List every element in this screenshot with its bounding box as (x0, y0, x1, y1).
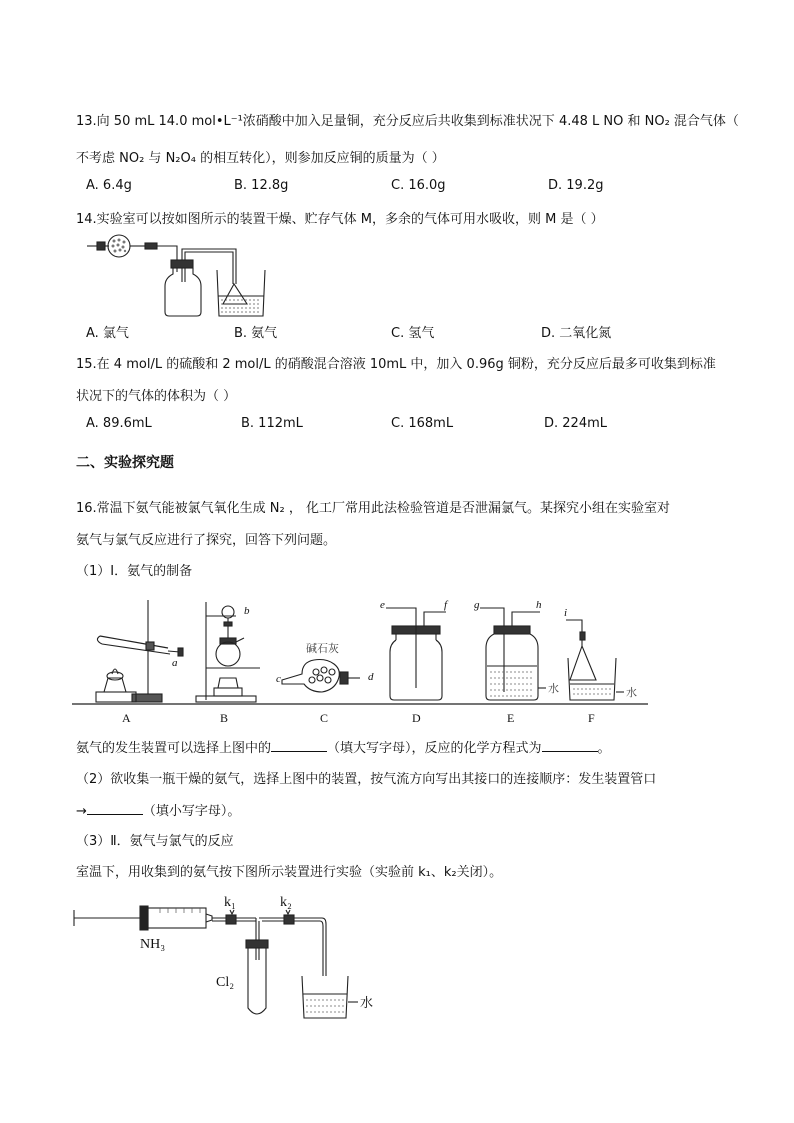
q14-line1: 14.实验室可以按如图所示的装置干燥、贮存气体 M，多余的气体可用水吸收，则 M 是（ ） (76, 212, 604, 227)
port-label-f: f (444, 599, 448, 611)
q16-part2-line1: （2）欲收集一瓶干燥的氨气，选择上图中的装置，按气流方向写出其接口的连接顺序：发生装置管口 (76, 772, 657, 787)
answer-blank-3[interactable] (87, 802, 143, 815)
port-label-c: c (276, 673, 281, 685)
q13-option-b: B. 12.8g (234, 178, 289, 193)
q16-part1-question (76, 737, 611, 756)
fig2-k1-label: k₁ (224, 895, 236, 910)
fig-label-A: A (122, 711, 131, 725)
port-label-i: i (564, 607, 568, 619)
q15-option-b: B. 112mL (241, 416, 303, 431)
fig2-k2-label: k₂ (280, 895, 292, 910)
port-label-d: d (368, 671, 374, 683)
answer-blank-2[interactable] (542, 739, 598, 752)
q16-part2-line2 (76, 800, 240, 819)
q16-part1-heading: （1）Ⅰ．氨气的制备 (76, 564, 193, 579)
fig2-cl2-label: Cl₂ (216, 975, 235, 990)
fig-water-label-e: 水 (548, 683, 559, 695)
q16-part1-text-c: 。 (597, 741, 611, 756)
q16-part1-text-b: （填大写字母），反应的化学方程式为 (327, 741, 542, 756)
fig-label-F: F (588, 711, 595, 725)
fig-water-label-f: 水 (626, 687, 637, 699)
q14-option-d: D. 二氧化氮 (541, 326, 612, 341)
q16-apparatus-figure-1 (70, 592, 650, 727)
fig-label-E: E (507, 711, 515, 725)
q13-option-d: D. 19.2g (548, 178, 604, 193)
q13-option-a: A. 6.4g (86, 178, 132, 193)
q16-part1-text-a: 氨气的发生装置可以选择上图中的 (76, 741, 272, 756)
fig2-water-label: 水 (360, 995, 374, 1010)
port-label-h: h (536, 599, 542, 611)
port-label-g: g (474, 599, 480, 611)
arrow-glyph: → (76, 804, 87, 819)
fig-soda-lime-label: 碱石灰 (306, 643, 339, 655)
q14-option-a: A. 氯气 (86, 326, 129, 341)
q15-line2: 状况下的气体的体积为（ ） (76, 389, 237, 404)
q15-option-a: A. 89.6mL (86, 416, 152, 431)
fig2-nh3-label: NH₃ (140, 937, 166, 952)
section-title: 二、实验探究题 (76, 455, 174, 471)
q16-apparatus-figure-2 (70, 890, 390, 1022)
q16-line1: 16.常温下氨气能被氯气氧化生成 N₂ ， 化工厂常用此法检验管道是否泄漏氯气。某探究小组在实验室对 (76, 501, 671, 516)
port-label-a: a (172, 657, 178, 669)
fig-label-D: D (412, 711, 421, 725)
q16-line2: 氨气与氯气反应进行了探究，回答下列问题。 (76, 533, 337, 548)
q16-part3-heading: （3）Ⅱ．氨气与氯气的反应 (76, 834, 234, 849)
q13-line1: 13.向 50 mL 14.0 mol•L⁻¹浓硝酸中加入足量铜，充分反应后共收集到标准状况下 4.48 L NO 和 NO₂ 混合气体（ (76, 114, 739, 129)
fig-label-B: B (220, 711, 229, 725)
q14-option-c: C. 氢气 (391, 326, 435, 341)
q14-apparatus-figure (85, 230, 285, 318)
port-label-b: b (244, 605, 250, 617)
q14-option-b: B. 氨气 (234, 326, 278, 341)
q13-option-c: C. 16.0g (391, 178, 446, 193)
q16-part3-text: 室温下，用收集到的氨气按下图所示装置进行实验（实验前 k₁、k₂关闭）。 (76, 865, 503, 880)
port-label-e: e (380, 599, 385, 611)
q16-part2-text-b: （填小写字母）。 (142, 804, 241, 819)
fig-label-C: C (320, 711, 329, 725)
answer-blank-1[interactable] (271, 739, 327, 752)
q13-line2: 不考虑 NO₂ 与 N₂O₄ 的相互转化），则参加反应铜的质量为（ ） (76, 151, 445, 166)
q15-option-c: C. 168mL (391, 416, 454, 431)
q15-option-d: D. 224mL (544, 416, 607, 431)
q15-line1: 15.在 4 mol/L 的硫酸和 2 mol/L 的硝酸混合溶液 10mL 中，加入 0.96g 铜粉，充分反应后最多可收集到标准 (76, 357, 716, 372)
